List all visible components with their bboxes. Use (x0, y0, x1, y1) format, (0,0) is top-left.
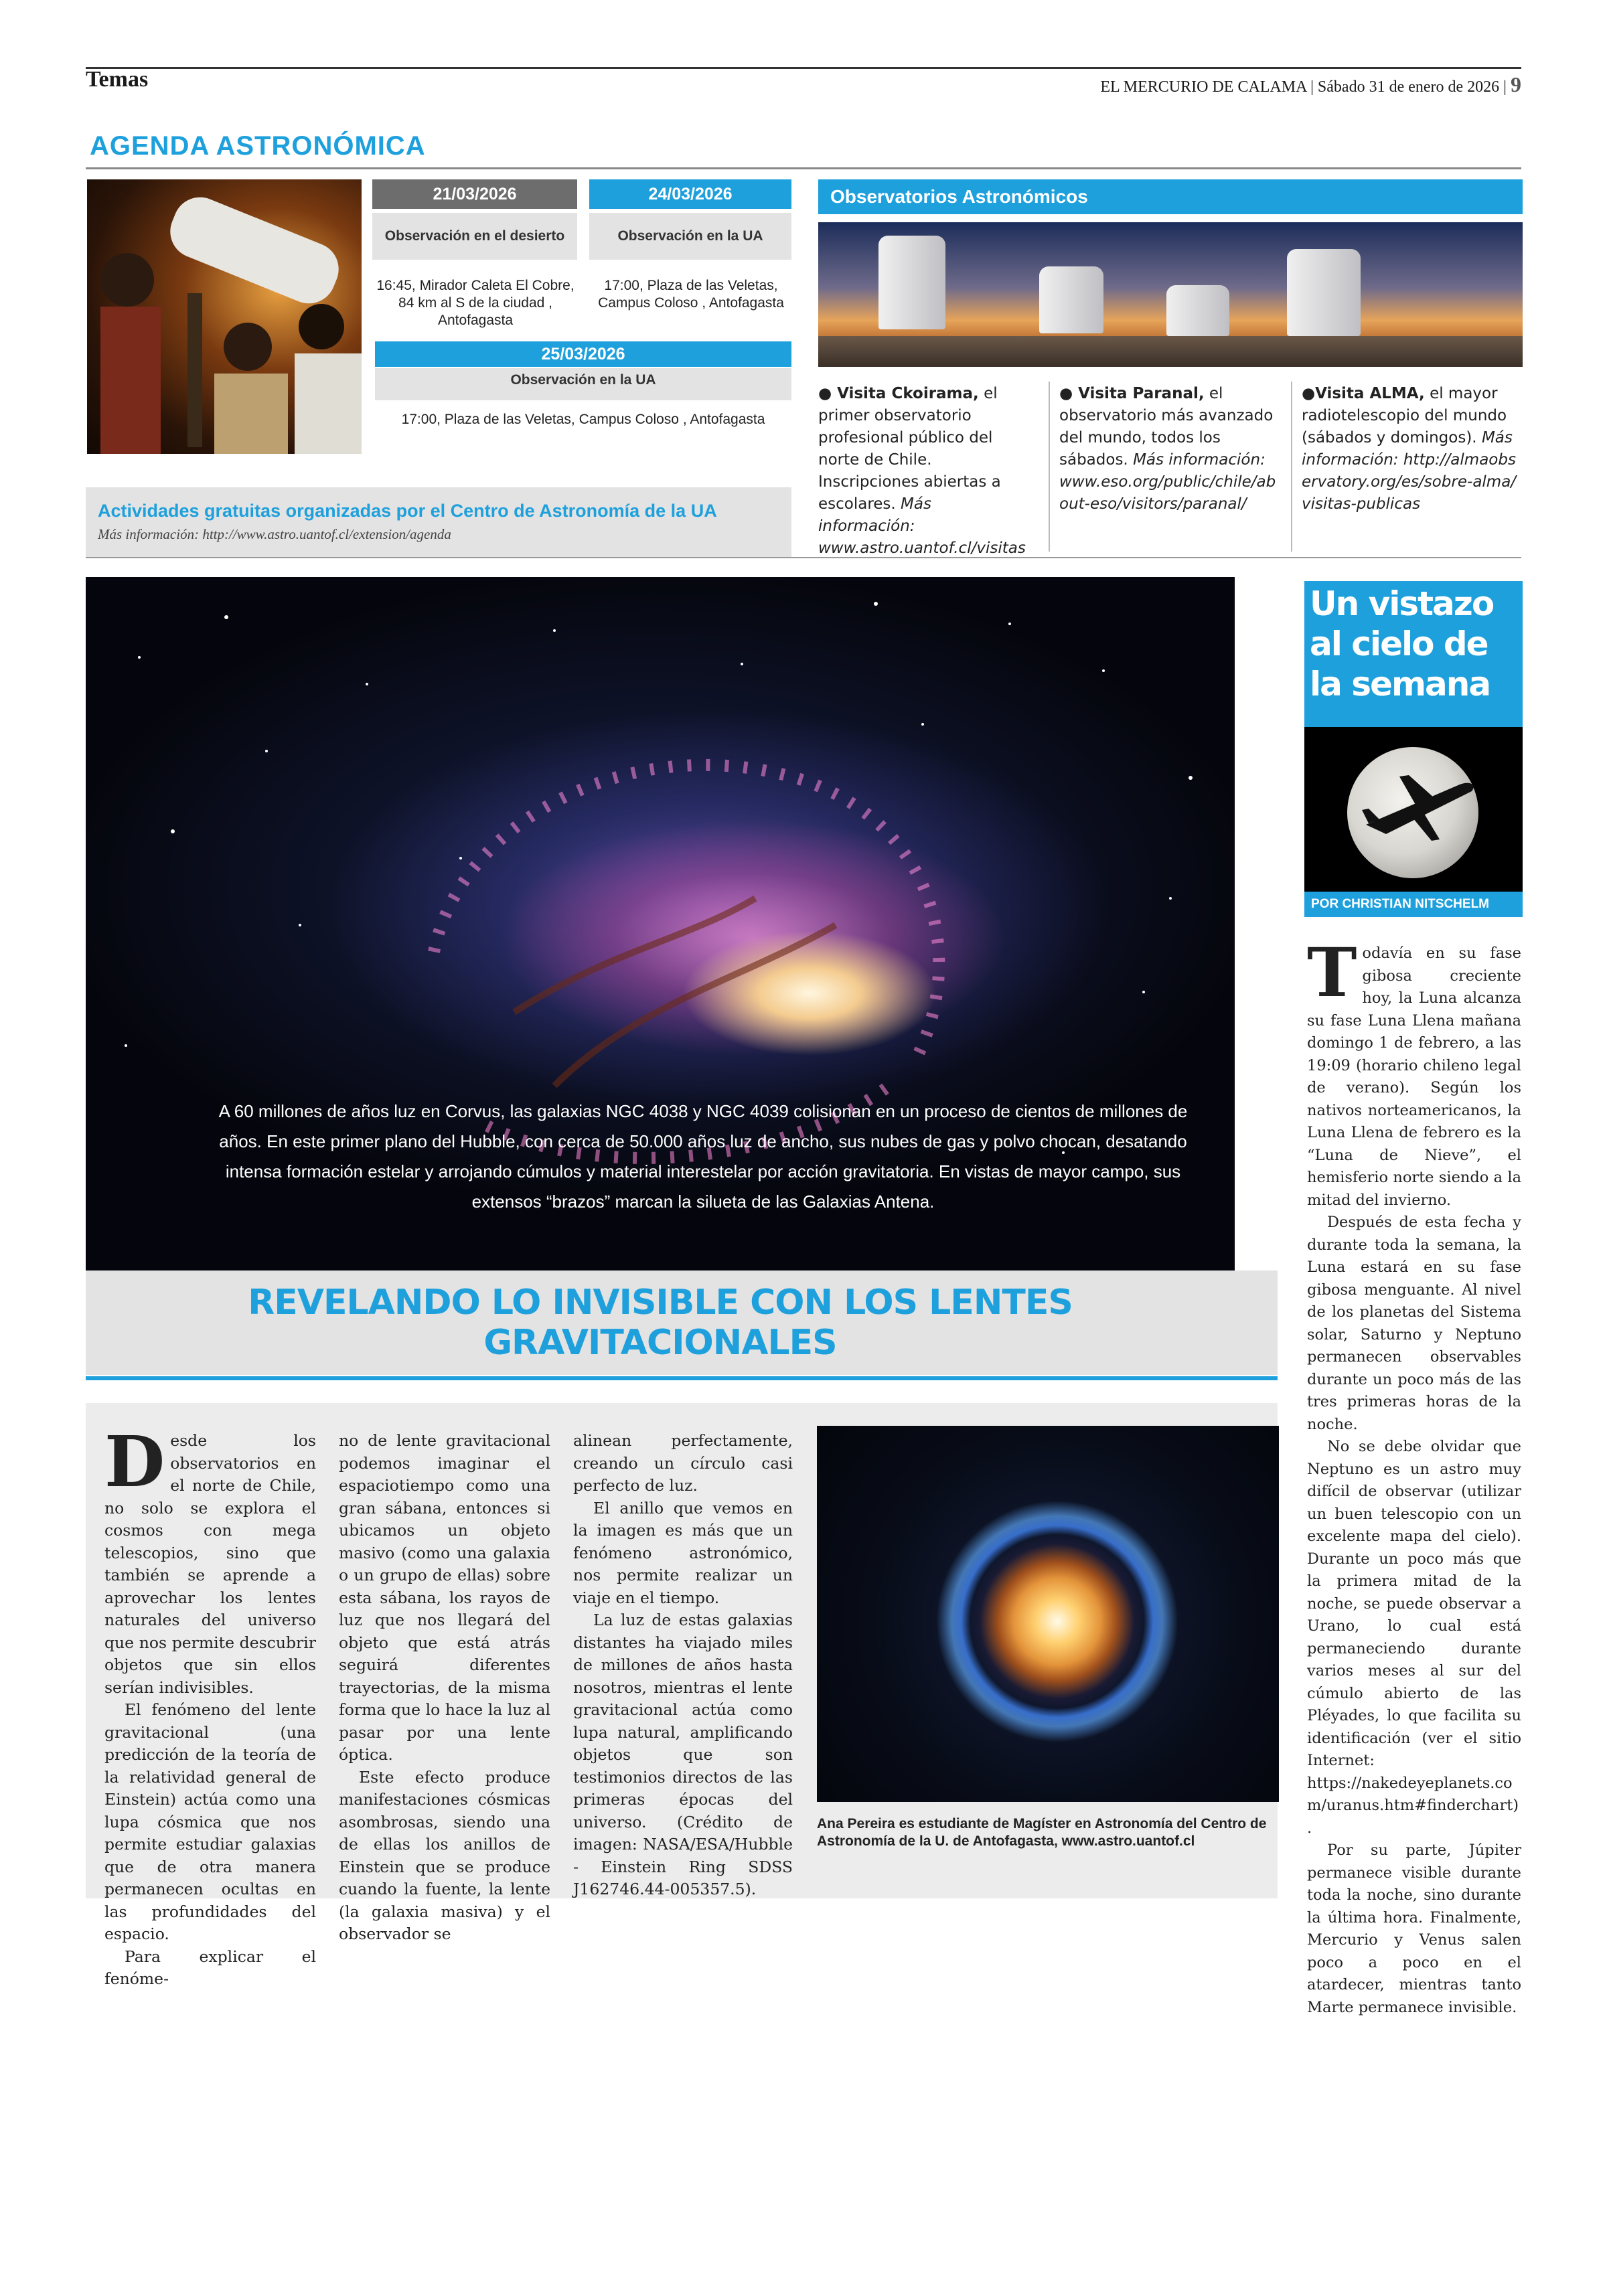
visit-alma-label: Visita ALMA, (1315, 385, 1425, 402)
galaxy-caption: A 60 millones de años luz en Corvus, las galaxias NGC 4038 y NGC 4039 colisionan en un proceso de cientos de millones de años. En este primer plano del Hubble, con cerca de 50.000 años luz de ancho, sus nubes de gas y polvo chocan, desatando intensa formación estelar y arrojando cúmulos y material interestelar por acción gravitatoria. En vistas de mayor campo, sus extensos “brazos” marcan la silueta de las Galaxias Antena. (218, 1101, 1188, 1212)
event-3-date: 25/03/2026 (375, 341, 791, 367)
article-paragraph: El fenómeno del lente gravitacional (una predicción de la teoría de la relatividad general de Einstein) actúa como una lupa cósmica que nos permite estudiar galaxias que de otra manera permanecen ocultas en las profundidades del espacio. (104, 1700, 316, 1943)
sidebar-paragraph: No se debe olvidar que Neptuno es un astro muy difícil de observar (utilizar un buen telescopio con un excelente mapa del cielo). Durante un poco más que la primera mitad de la noche, se puede observar a Urano, lo cual está permaneciendo durante varios meses al sur del cúmulo abierto de las Pléyades, lo que facilita su identificación (ver el sitio Internet: https://nakedeyeplanets.com/uranus.htm#finderchart). (1307, 1438, 1521, 1837)
article-paragraph: esde los observatorios en el norte de Chile, no solo se explora el cosmos con mega telescopios, sino que también se aprende a aprovechar los lentes naturales del universo que nos permite descubrir objetos que sin ellos serían indivisibles. (104, 1431, 316, 1697)
article-paragraph: La luz de estas galaxias distantes ha viajado miles de millones de años hasta nosotros, mientras el lente gravitacional actúa como lupa natural, amplificando objetos que son testimonios directos de las primeras épocas del universo. (Crédito de imagen: NASA/ESA/Hubble - Einstein Ring SDSS J162746.44-005357.5). (573, 1611, 793, 1898)
agenda-title: AGENDA ASTRONÓMICA (90, 131, 426, 161)
free-activities-title: Actividades gratuitas organizadas por el Centro de Astronomía de la UA (98, 501, 717, 521)
page-number: 9 (1511, 72, 1521, 96)
visit-paranal: ● Visita Paranal, el observatorio más avanzado del mundo, todos los sábados. Más información: www.eso.org/public/chile/about-eso/visitors/paranal/ (1059, 385, 1276, 513)
article-paragraph: no de lente gravitacional podemos imaginar el espaciotiempo como una gran sábana, entonces si ubicamos un objeto masivo (como una galaxia o un grupo de ellas) sobre esta sábana, los rayos de luz que nos llegará del objeto que está atrás seguirá diferentes trayectorias, de la misma forma que lo hace la luz al pasar por una lente óptica. (339, 1431, 550, 1764)
sidebar-paragraph: Por su parte, Júpiter permanece visible durante toda la noche, sino durante la última hora. Finalmente, Mercurio y Venus salen poco a poco en el atardecer, mientras tanto Marte permanece invisible. (1307, 1841, 1521, 2016)
section-title: Temas (86, 67, 149, 92)
sidebar-author: POR CHRISTIAN NITSCHELM (1304, 892, 1523, 917)
section-rule (86, 557, 1521, 558)
event-1-name: Observación en el desierto (372, 213, 577, 260)
sidebar-paragraph: Después de esta fecha y durante toda la semana, la Luna estará en su fase gibosa menguante. Al nivel de los planetas del Sistema solar, Saturno y Neptuno permanecen observables durante un poco más de las tres primeras horas de la noche. (1307, 1214, 1521, 1433)
visit-paranal-more: Más información: (1133, 451, 1266, 469)
issue-date: | Sábado 31 de enero de 2026 | (1310, 78, 1507, 96)
visit-alma: ●Visita ALMA, el mayor radiotelescopio del mundo (sábados y domingos). Más información: http://almaobservatory.org/es/sobre-alma/visitas-publicas (1302, 385, 1517, 513)
column-divider (1291, 382, 1292, 552)
visit-ckoirama-url[interactable]: www.astro.uantof.cl/visitas (818, 540, 1026, 557)
sidebar-title: Un vistazo al cielo de la semana (1310, 584, 1494, 704)
article-paragraph: alinean perfectamente, creando un círculo casi perfecto de luz. (573, 1431, 793, 1495)
headline-rule (86, 1376, 1278, 1380)
vlt-observatory-photo (818, 222, 1523, 367)
header-rule (86, 67, 1521, 69)
event-3-place: 17:00, Plaza de las Veletas, Campus Coloso , Antofagasta (401, 412, 765, 427)
event-1-date: 21/03/2026 (372, 179, 577, 209)
article-paragraph: El anillo que vemos en la imagen es más que un fenómeno astronómico, nos permite realizar un viaje en el tiempo. (573, 1498, 793, 1607)
paper-name: EL MERCURIO DE CALAMA (1100, 78, 1307, 96)
author-caption: Ana Pereira es estudiante de Magíster en Astronomía del Centro de Astronomía de la U. de Antofagasta, www.astro.uantof.cl (817, 1816, 1267, 1849)
visit-ckoirama-more: Más información: (818, 495, 931, 535)
telescope-photo (87, 179, 362, 454)
event-2-name: Observación en la UA (589, 213, 791, 260)
sidebar-text (1307, 933, 1521, 2019)
drop-cap: T (1307, 933, 1357, 1012)
column-divider (1049, 382, 1050, 552)
agenda-rule (86, 167, 1521, 169)
event-1-place: 16:45, Mirador Caleta El Cobre, 84 km al S de la ciudad , Antofagasta (376, 278, 575, 328)
sidebar-paragraph: odavía en su fase gibosa creciente hoy, la Luna alcanza su fase Luna Llena mañana domingo 1 de febrero, a las 19:09 (horario chileno legal de verano). Según los nativos norteamericanos, la Luna Llena de febrero es la “Luna de Nieve”, el hemisferio norte siendo a la mitad del invierno. (1307, 945, 1521, 1209)
event-2-date: 24/03/2026 (589, 179, 791, 209)
visit-ckoirama-label: Visita Ckoirama, (837, 385, 979, 402)
article-paragraph: Este efecto produce manifestaciones cósmicas asombrosas, siendo una de ellas los anillos de Einstein que se produce cuando la fuente, la lente (la galaxia masiva) y el observador se (339, 1767, 550, 1943)
visit-ckoirama: ● Visita Ckoirama, el primer observatorio profesional público del norte de Chile. Inscripciones abiertas a escolares. Más información: www.astro.uantof.cl/visitas (818, 385, 1026, 557)
visit-alma-text: el mayor radiotelescopio del mundo (sábados y domingos). (1302, 385, 1507, 446)
article-column-3 (573, 1430, 793, 1901)
drop-cap: D (104, 1420, 165, 1503)
article-column-1 (104, 1420, 316, 1991)
telescope-dome (878, 236, 945, 329)
telescope-dome (1039, 266, 1103, 333)
visit-alma-more: Más información: (1302, 429, 1513, 469)
mountain-ground (818, 336, 1523, 367)
visit-paranal-label: Visita Paranal, (1078, 385, 1205, 402)
newspaper-masthead (1100, 72, 1521, 97)
free-activities-link[interactable]: Más información: http://www.astro.uantof.cl/extension/agenda (98, 526, 451, 542)
article-headline: REVELANDO LO INVISIBLE CON LOS LENTES GRAVITACIONALES (248, 1283, 1073, 1363)
observatorios-title: Observatorios Astronómicos (818, 179, 1523, 214)
telescope-dome (1166, 285, 1229, 336)
event-3-name: Observación en la UA (375, 368, 791, 400)
article-column-2 (339, 1430, 550, 1946)
einstein-ring-photo (817, 1426, 1279, 1802)
visit-ckoirama-text: el primer observatorio profesional público del norte de Chile. Inscripciones abiertas a escolares. (818, 385, 1001, 513)
visit-paranal-url[interactable]: www.eso.org/public/chile/about-eso/visitors/paranal/ (1059, 473, 1276, 513)
airplane-silhouette (1359, 770, 1480, 843)
telescope-illustration (87, 179, 362, 454)
visit-alma-url[interactable]: http://almaobservatory.org/es/sobre-alma/visitas-publicas (1302, 451, 1517, 513)
telescope-dome (1287, 249, 1361, 336)
free-activities-box (86, 487, 791, 557)
visit-paranal-text: el observatorio más avanzado del mundo, todos los sábados. (1059, 385, 1274, 469)
article-paragraph: Para explicar el fenóme- (104, 1947, 316, 1988)
event-2-place: 17:00, Plaza de las Veletas, Campus Coloso , Antofagasta (598, 278, 784, 311)
